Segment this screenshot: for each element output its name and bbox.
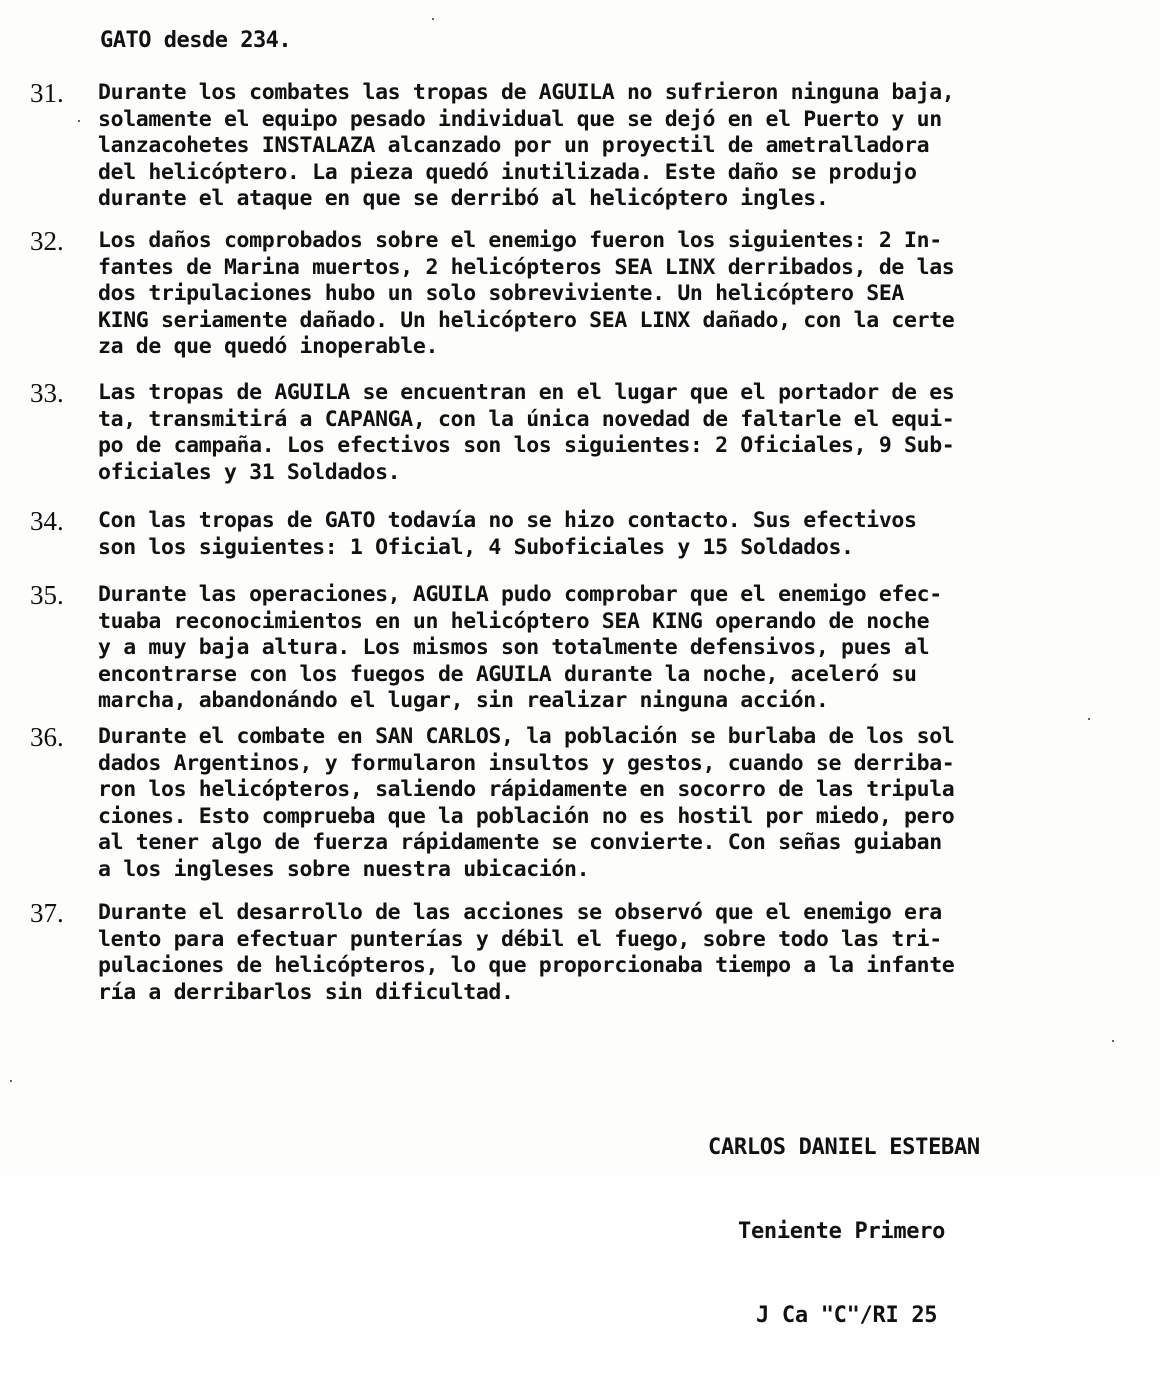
scan-speck [10, 1080, 12, 1082]
text-line: lento para efectuar punterías y débil el fuego, sobre todo las tri- [98, 926, 942, 952]
text-line: Durante el desarrollo de las acciones se observó que el enemigo era [98, 900, 942, 925]
paragraph-text [98, 80, 954, 213]
paragraph-number: 31. [30, 78, 64, 108]
text-line: y a muy baja altura. Los mismos son totalmente defensivos, pues al [98, 635, 930, 661]
text-line: dos tripulaciones hubo un solo sobreviviente. Un helicóptero SEA [98, 281, 905, 307]
scan-speck [432, 18, 434, 20]
text-line: marcha, abandonándo el lugar, sin realizar ninguna acción. [98, 688, 829, 714]
signature-rank: Teniente Primero [738, 1219, 946, 1244]
signature-name: CARLOS DANIEL ESTEBAN [708, 1135, 980, 1160]
paragraph-text [98, 228, 954, 361]
text-line: za de que quedó inoperable. [98, 334, 439, 360]
text-line: encontrarse con los fuegos de AGUILA durante la noche, aceleró su [98, 661, 917, 687]
text-line: fantes de Marina muertos, 2 helicópteros SEA LINX derribados, de las [98, 254, 955, 280]
text-line: son los siguientes: 1 Oficial, 4 Suboficiales y 15 Soldados. [98, 534, 854, 560]
text-line: pulaciones de helicópteros, lo que proporcionaba tiempo a la infante [98, 953, 955, 979]
text-line: del helicóptero. La pieza quedó inutilizada. Este daño se produjo [98, 159, 917, 185]
text-line: ría a derribarlos sin dificultad. [98, 979, 514, 1005]
paragraph-number: 33. [30, 378, 64, 408]
text-line: tuaba reconocimientos en un helicóptero SEA KING operando de noche [98, 608, 930, 634]
paragraph-number: 34. [30, 506, 64, 536]
paragraph-number: 35. [30, 580, 64, 610]
text-line: solamente el equipo pesado individual que se dejó en el Puerto y un [98, 106, 942, 132]
scan-speck [1112, 1040, 1114, 1042]
paragraph-text [98, 508, 917, 561]
text-line: a los ingleses sobre nuestra ubicación. [98, 856, 590, 882]
page-header: GATO desde 234. [100, 28, 292, 53]
text-line: lanzacohetes INSTALAZA alcanzado por un proyectil de ametralladora [98, 133, 930, 159]
text-line: Las tropas de AGUILA se encuentran en el lugar que el portador de es [98, 380, 955, 405]
text-line: Durante el combate en SAN CARLOS, la población se burlaba de los sol [98, 724, 955, 749]
text-line: KING seriamente dañado. Un helicóptero SEA LINX dañado, con la certe [98, 307, 955, 333]
text-line: ta, transmitirá a CAPANGA, con la única novedad de faltarle el equi- [98, 406, 955, 432]
scan-speck [78, 120, 80, 122]
text-line: oficiales y 31 Soldados. [98, 459, 401, 485]
paragraph-text [98, 582, 942, 715]
text-line: Durante los combates las tropas de AGUILA no sufrieron ninguna baja, [98, 80, 955, 105]
paragraph-number: 36. [30, 722, 64, 752]
text-line: dados Argentinos, y formularon insultos y gestos, cuando se derriba- [98, 750, 955, 776]
text-line: Durante las operaciones, AGUILA pudo comprobar que el enemigo efec- [98, 582, 942, 607]
text-line: Con las tropas de GATO todavía no se hizo contacto. Sus efectivos [98, 508, 917, 533]
signature-unit: J Ca "C"/RI 25 [756, 1303, 938, 1328]
paragraph-text [98, 380, 954, 486]
scan-speck [1088, 718, 1090, 720]
text-line: Los daños comprobados sobre el enemigo fueron los siguientes: 2 In- [98, 228, 942, 253]
paragraph-number: 37. [30, 898, 64, 928]
text-line: durante el ataque en que se derribó al helicóptero ingles. [98, 186, 829, 212]
text-line: ciones. Esto comprueba que la población no es hostil por miedo, pero [98, 803, 955, 829]
text-line: po de campaña. Los efectivos son los siguientes: 2 Oficiales, 9 Sub- [98, 433, 955, 459]
signature-block [708, 1078, 980, 1386]
paragraph-text [98, 724, 954, 884]
paragraph-number: 32. [30, 226, 64, 256]
text-line: ron los helicópteros, saliendo rápidamente en socorro de las tripula [98, 777, 955, 803]
paragraph-text [98, 900, 954, 1006]
text-line: al tener algo de fuerza rápidamente se convierte. Con señas guiaban [98, 830, 942, 856]
